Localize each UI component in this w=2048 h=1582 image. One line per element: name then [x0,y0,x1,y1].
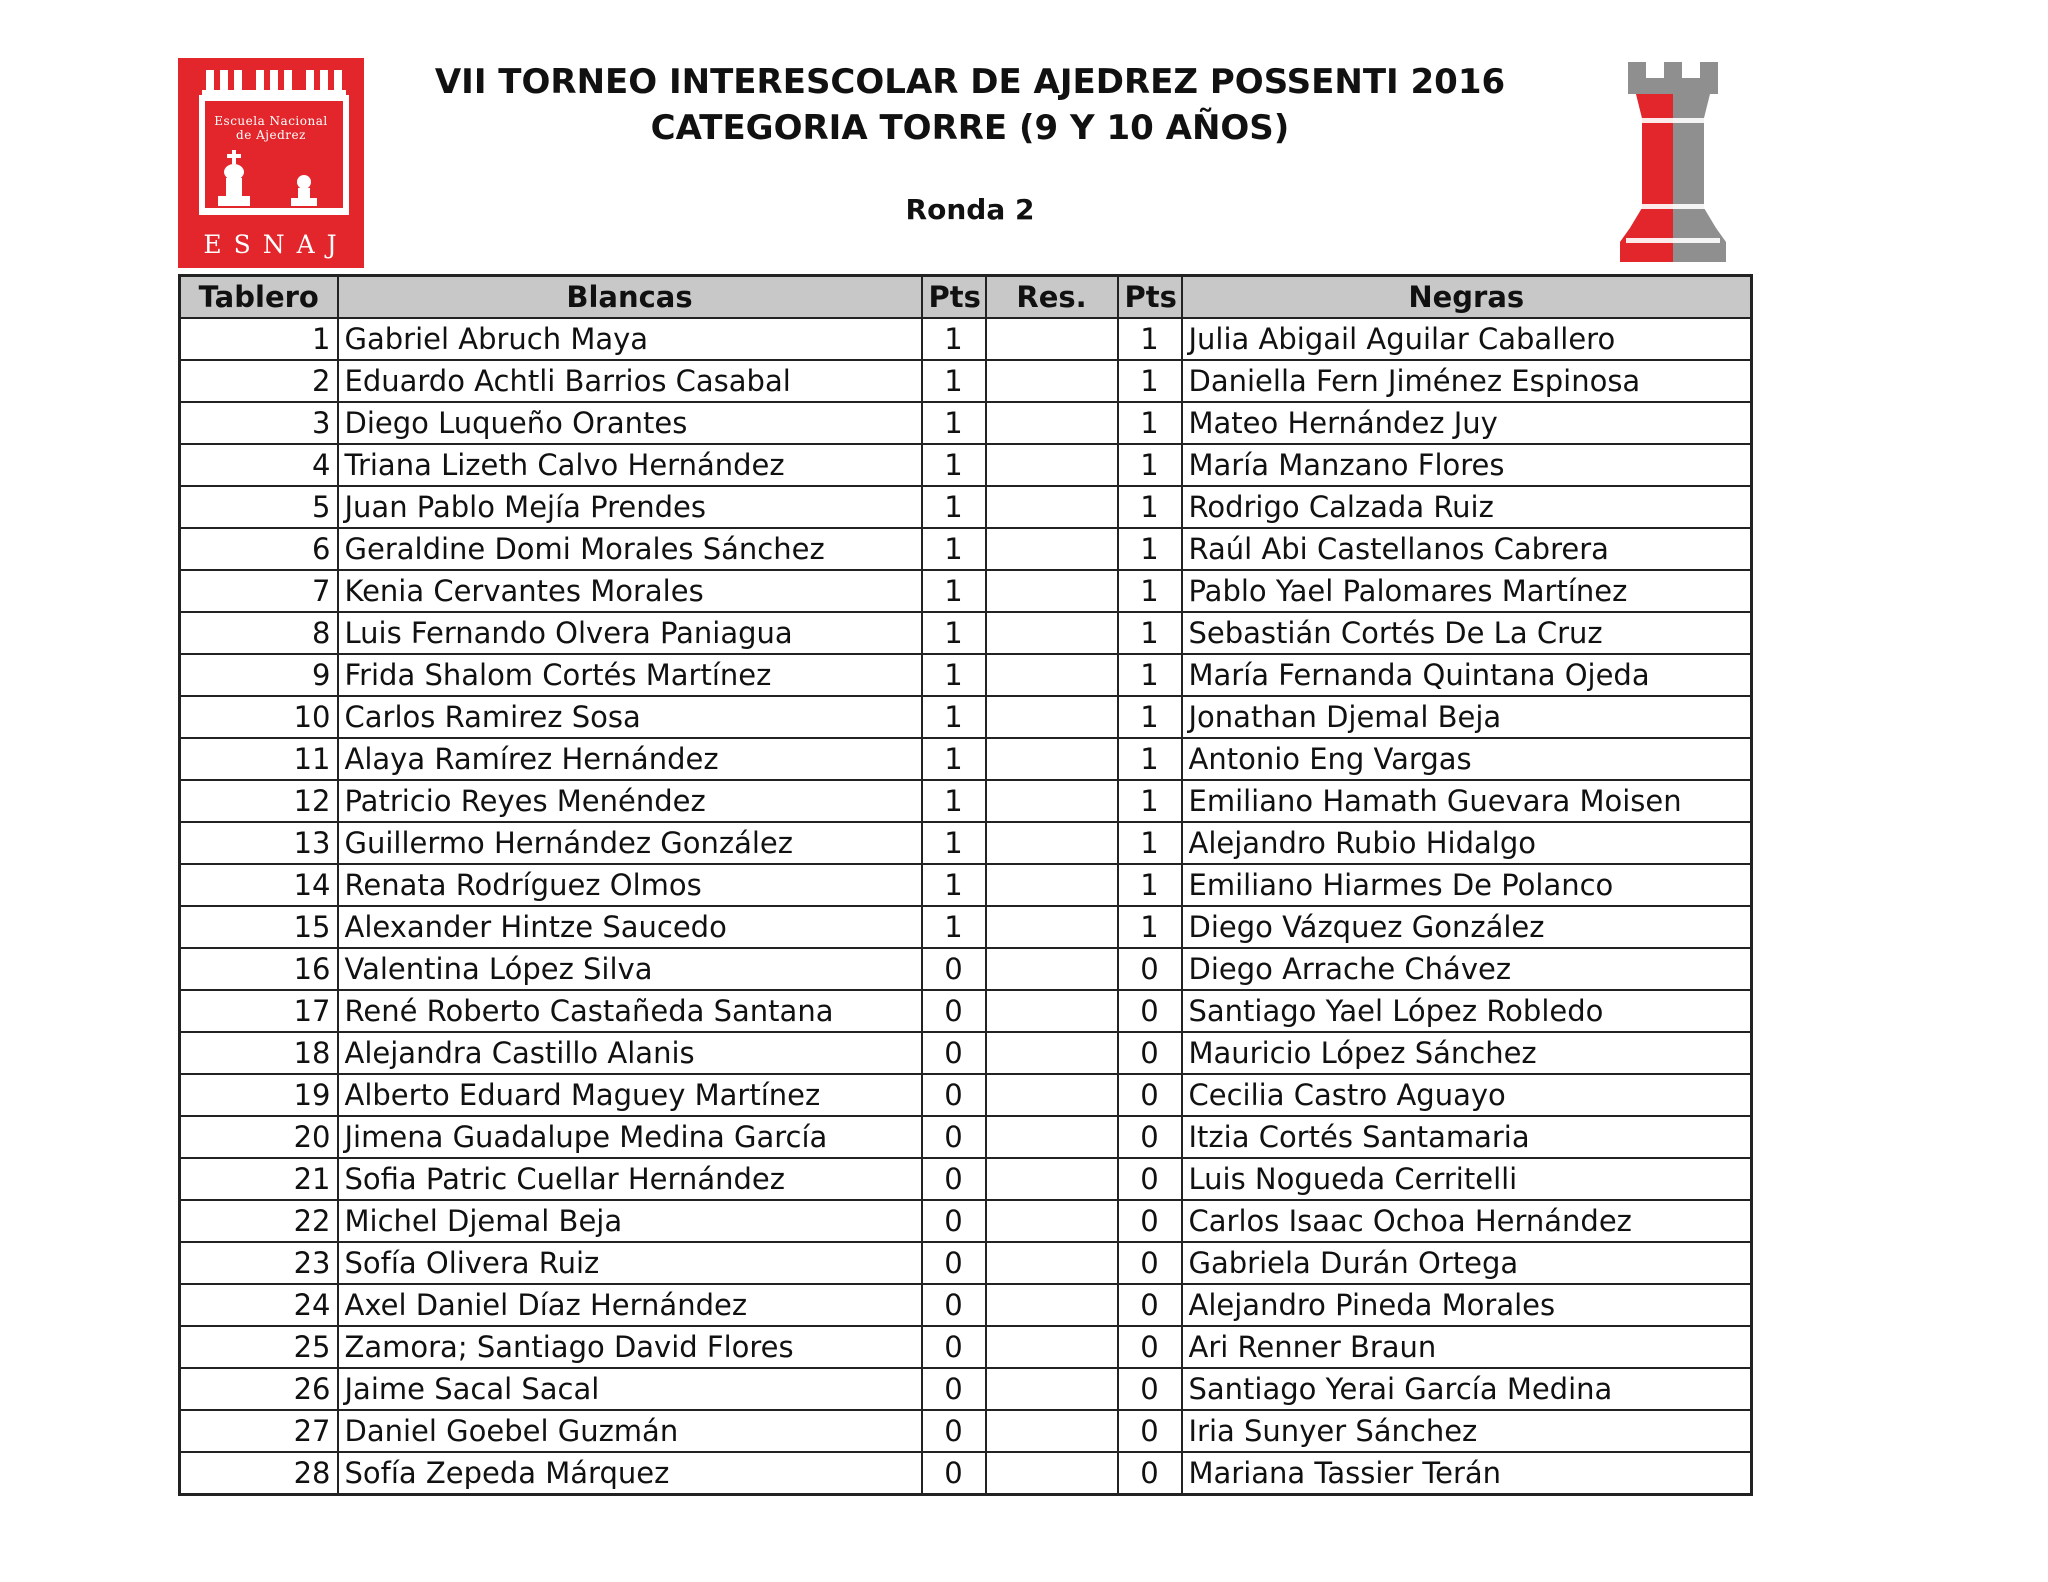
board-number: 14 [180,864,338,906]
column-header-white-points: Pts [922,276,986,319]
black-points: 0 [1118,1452,1182,1495]
result [986,1116,1118,1158]
table-row [180,402,1752,444]
black-points: 0 [1118,1410,1182,1452]
white-points: 0 [922,990,986,1032]
table-row [180,738,1752,780]
white-points: 0 [922,1116,986,1158]
black-player: Raúl Abi Castellanos Cabrera [1182,528,1752,570]
white-player: Luis Fernando Olvera Paniagua [338,612,922,654]
logo-school-name-line1: Escuela Nacional [214,114,328,128]
white-player: Juan Pablo Mejía Prendes [338,486,922,528]
black-points: 0 [1118,1368,1182,1410]
black-points: 0 [1118,1116,1182,1158]
table-row [180,696,1752,738]
black-player: María Fernanda Quintana Ojeda [1182,654,1752,696]
black-points: 0 [1118,990,1182,1032]
table-row [180,1074,1752,1116]
white-player: Alaya Ramírez Hernández [338,738,922,780]
result [986,1410,1118,1452]
table-row [180,1116,1752,1158]
black-player: Ari Renner Braun [1182,1326,1752,1368]
table-row [180,906,1752,948]
white-player: René Roberto Castañeda Santana [338,990,922,1032]
table-row [180,780,1752,822]
white-points: 0 [922,1032,986,1074]
pairings-table [178,274,1753,1496]
table-row [180,528,1752,570]
black-player: Luis Nogueda Cerritelli [1182,1158,1752,1200]
black-player: Carlos Isaac Ochoa Hernández [1182,1200,1752,1242]
white-points: 1 [922,360,986,402]
white-player: Geraldine Domi Morales Sánchez [338,528,922,570]
result [986,1032,1118,1074]
table-row [180,864,1752,906]
black-player: Pablo Yael Palomares Martínez [1182,570,1752,612]
board-number: 1 [180,318,338,360]
black-player: Santiago Yael López Robledo [1182,990,1752,1032]
board-number: 13 [180,822,338,864]
table-row [180,1242,1752,1284]
table-row [180,948,1752,990]
white-points: 1 [922,780,986,822]
white-player: Michel Djemal Beja [338,1200,922,1242]
result [986,864,1118,906]
result [986,1284,1118,1326]
table-header-row [180,276,1752,319]
black-player: Santiago Yerai García Medina [1182,1368,1752,1410]
white-points: 0 [922,1326,986,1368]
white-player: Diego Luqueño Orantes [338,402,922,444]
column-header-board: Tablero [180,276,338,319]
result [986,1452,1118,1495]
white-points: 0 [922,1158,986,1200]
white-player: Frida Shalom Cortés Martínez [338,654,922,696]
black-points: 1 [1118,780,1182,822]
board-number: 19 [180,1074,338,1116]
black-player: Diego Arrache Chávez [1182,948,1752,990]
white-points: 1 [922,612,986,654]
black-player: Emiliano Hiarmes De Polanco [1182,864,1752,906]
white-player: Carlos Ramirez Sosa [338,696,922,738]
black-player: Antonio Eng Vargas [1182,738,1752,780]
column-header-black-points: Pts [1118,276,1182,319]
black-player: Jonathan Djemal Beja [1182,696,1752,738]
board-number: 18 [180,1032,338,1074]
result [986,1368,1118,1410]
board-number: 15 [180,906,338,948]
table-row [180,990,1752,1032]
white-points: 0 [922,1284,986,1326]
board-number: 23 [180,1242,338,1284]
result [986,1326,1118,1368]
white-points: 0 [922,1368,986,1410]
white-points: 1 [922,822,986,864]
white-player: Renata Rodríguez Olmos [338,864,922,906]
white-points: 1 [922,444,986,486]
black-player: Mauricio López Sánchez [1182,1032,1752,1074]
result [986,1074,1118,1116]
black-points: 0 [1118,1242,1182,1284]
white-player: Alberto Eduard Maguey Martínez [338,1074,922,1116]
black-points: 0 [1118,1074,1182,1116]
result [986,780,1118,822]
white-player: Kenia Cervantes Morales [338,570,922,612]
black-points: 1 [1118,654,1182,696]
white-player: Gabriel Abruch Maya [338,318,922,360]
black-player: Sebastián Cortés De La Cruz [1182,612,1752,654]
board-number: 7 [180,570,338,612]
board-number: 17 [180,990,338,1032]
black-player: Iria Sunyer Sánchez [1182,1410,1752,1452]
white-points: 0 [922,948,986,990]
black-player: Mateo Hernández Juy [1182,402,1752,444]
black-points: 1 [1118,570,1182,612]
board-number: 20 [180,1116,338,1158]
table-row [180,822,1752,864]
table-row [180,1452,1752,1495]
white-points: 1 [922,864,986,906]
column-header-white: Blancas [338,276,922,319]
white-points: 0 [922,1200,986,1242]
black-points: 1 [1118,864,1182,906]
white-player: Jimena Guadalupe Medina García [338,1116,922,1158]
result [986,948,1118,990]
table-row [180,360,1752,402]
white-player: Guillermo Hernández González [338,822,922,864]
black-points: 1 [1118,738,1182,780]
black-player: Mariana Tassier Terán [1182,1452,1752,1495]
result [986,444,1118,486]
black-points: 0 [1118,1200,1182,1242]
white-player: Valentina López Silva [338,948,922,990]
white-player: Jaime Sacal Sacal [338,1368,922,1410]
board-number: 22 [180,1200,338,1242]
black-points: 0 [1118,1032,1182,1074]
result [986,570,1118,612]
rook-icon [1606,58,1740,268]
black-points: 1 [1118,528,1182,570]
board-number: 11 [180,738,338,780]
white-points: 1 [922,402,986,444]
black-points: 1 [1118,612,1182,654]
black-points: 1 [1118,444,1182,486]
board-number: 9 [180,654,338,696]
white-player: Daniel Goebel Guzmán [338,1410,922,1452]
black-points: 1 [1118,318,1182,360]
result [986,990,1118,1032]
white-points: 1 [922,570,986,612]
logo-acronym: ESNAJ [203,230,349,259]
white-points: 1 [922,318,986,360]
result [986,654,1118,696]
board-number: 2 [180,360,338,402]
result [986,528,1118,570]
result [986,906,1118,948]
white-player: Axel Daniel Díaz Hernández [338,1284,922,1326]
white-player: Zamora; Santiago David Flores [338,1326,922,1368]
board-number: 4 [180,444,338,486]
table-row [180,1200,1752,1242]
category-title: CATEGORIA TORRE (9 Y 10 AÑOS) [650,108,1290,148]
black-points: 1 [1118,402,1182,444]
board-number: 8 [180,612,338,654]
white-points: 0 [922,1074,986,1116]
table-row [180,486,1752,528]
white-player: Sofia Patric Cuellar Hernández [338,1158,922,1200]
board-number: 3 [180,402,338,444]
column-header-black: Negras [1182,276,1752,319]
black-player: Rodrigo Calzada Ruiz [1182,486,1752,528]
white-points: 1 [922,486,986,528]
white-points: 1 [922,906,986,948]
result [986,612,1118,654]
black-player: Gabriela Durán Ortega [1182,1242,1752,1284]
table-row [180,1410,1752,1452]
table-row [180,612,1752,654]
board-number: 6 [180,528,338,570]
esnaj-logo [178,58,364,268]
table-row [180,318,1752,360]
black-player: Alejandro Pineda Morales [1182,1284,1752,1326]
result [986,1158,1118,1200]
black-player: Cecilia Castro Aguayo [1182,1074,1752,1116]
white-points: 1 [922,528,986,570]
result [986,402,1118,444]
board-number: 28 [180,1452,338,1495]
black-points: 1 [1118,486,1182,528]
table-row [180,570,1752,612]
board-number: 5 [180,486,338,528]
black-points: 0 [1118,948,1182,990]
board-number: 25 [180,1326,338,1368]
black-player: Daniella Fern Jiménez Espinosa [1182,360,1752,402]
result [986,738,1118,780]
result [986,1200,1118,1242]
result [986,360,1118,402]
column-header-result: Res. [986,276,1118,319]
board-number: 24 [180,1284,338,1326]
white-player: Alejandra Castillo Alanis [338,1032,922,1074]
white-player: Alexander Hintze Saucedo [338,906,922,948]
table-row [180,1032,1752,1074]
board-number: 27 [180,1410,338,1452]
white-player: Sofía Olivera Ruiz [338,1242,922,1284]
black-points: 1 [1118,906,1182,948]
black-points: 1 [1118,696,1182,738]
white-points: 0 [922,1452,986,1495]
black-points: 1 [1118,822,1182,864]
black-player: María Manzano Flores [1182,444,1752,486]
table-row [180,1284,1752,1326]
white-player: Eduardo Achtli Barrios Casabal [338,360,922,402]
table-row [180,444,1752,486]
white-player: Triana Lizeth Calvo Hernández [338,444,922,486]
board-number: 26 [180,1368,338,1410]
black-player: Diego Vázquez González [1182,906,1752,948]
black-player: Julia Abigail Aguilar Caballero [1182,318,1752,360]
white-points: 1 [922,654,986,696]
white-player: Patricio Reyes Menéndez [338,780,922,822]
black-points: 0 [1118,1326,1182,1368]
logo-school-name-line2: de Ajedrez [236,128,306,142]
white-points: 0 [922,1242,986,1284]
table-row [180,1158,1752,1200]
result [986,1242,1118,1284]
board-number: 12 [180,780,338,822]
result [986,486,1118,528]
white-points: 1 [922,696,986,738]
black-points: 0 [1118,1158,1182,1200]
black-points: 0 [1118,1284,1182,1326]
white-points: 1 [922,738,986,780]
board-number: 21 [180,1158,338,1200]
result [986,318,1118,360]
black-player: Itzia Cortés Santamaria [1182,1116,1752,1158]
table-row [180,1368,1752,1410]
board-number: 10 [180,696,338,738]
table-row [180,654,1752,696]
board-number: 16 [180,948,338,990]
round-label: Ronda 2 [905,193,1035,226]
result [986,822,1118,864]
black-points: 1 [1118,360,1182,402]
result [986,696,1118,738]
black-player: Alejandro Rubio Hidalgo [1182,822,1752,864]
black-player: Emiliano Hamath Guevara Moisen [1182,780,1752,822]
white-points: 0 [922,1410,986,1452]
table-row [180,1326,1752,1368]
white-player: Sofía Zepeda Márquez [338,1452,922,1495]
tournament-title: VII TORNEO INTERESCOLAR DE AJEDREZ POSSENTI 2016 [434,62,1506,102]
